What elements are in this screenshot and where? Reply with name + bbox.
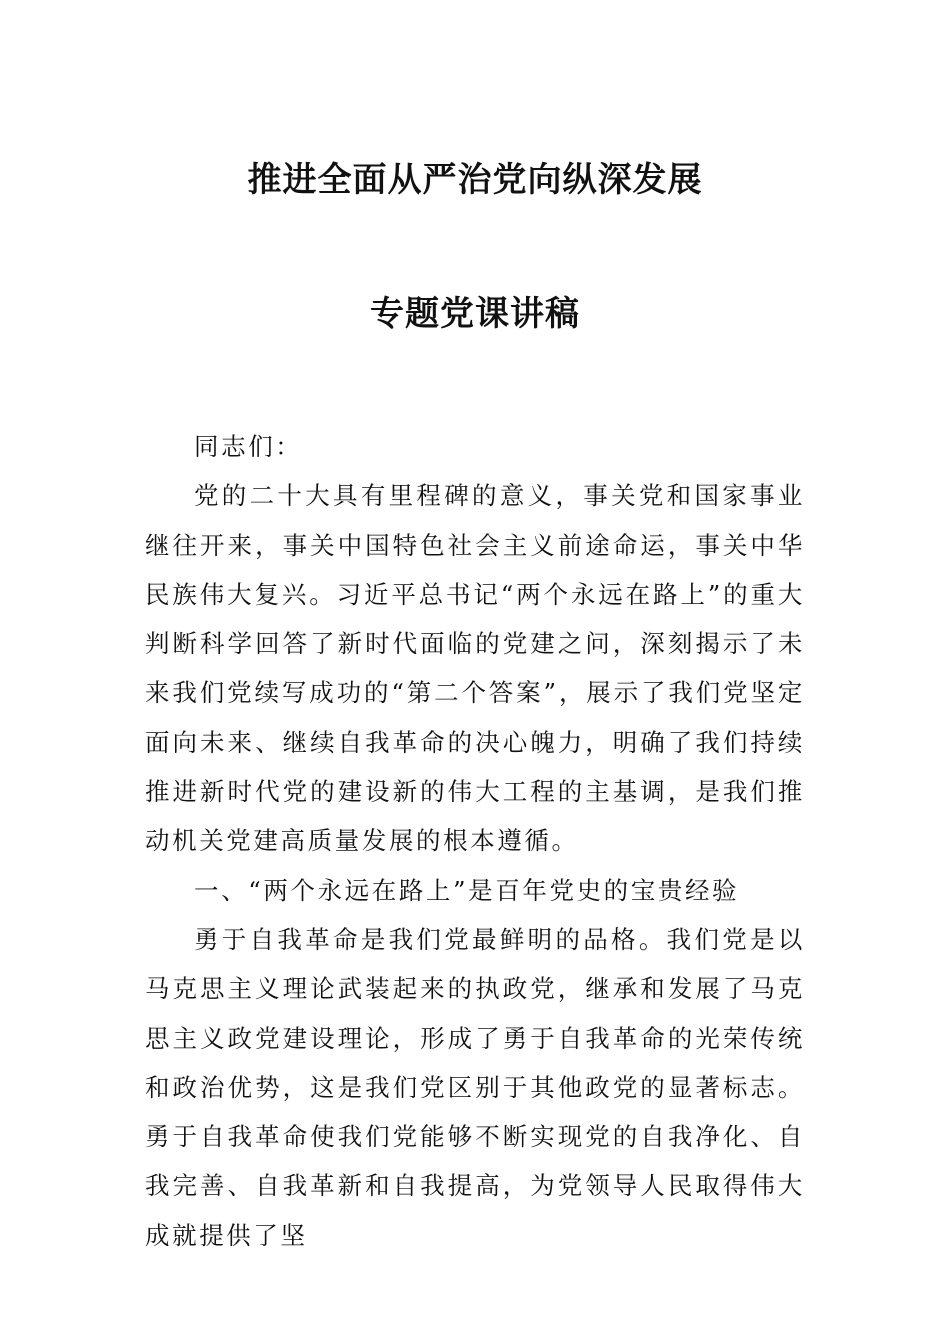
document-subtitle: 专题党课讲稿 — [370, 294, 580, 334]
document-body — [145, 422, 805, 1260]
salutation: 同志们： — [194, 432, 303, 461]
paragraph-section-1: 勇于自我革命是我们党最鲜明的品格。我们党是以马克思主义理论武装起来的执政党，继承和发展了马克思主义政党建设理论，形成了勇于自我革命的光荣传统和政治优势，这是我们党区别于其他政党的显著标志。勇于自我革命使我们党能够不断实现党的自我净化、自我完善、自我革新和自我提高，为党领导人民取得伟大成就提供了坚 — [145, 924, 805, 1250]
section-heading-1: 一、“两个永远在路上”是百年党史的宝贵经验 — [194, 875, 740, 905]
document-title: 推进全面从严治党向纵深发展 — [247, 160, 703, 200]
paragraph-intro: 党的二十大具有里程碑的意义，事关党和国家事业继往开来，事关中国特色社会主义前途命运，事关中华民族伟大复兴。习近平总书记“两个永远在路上”的重大判断科学回答了新时代面临的党建之问，深刻揭示了未来我们党续写成功的“第二个答案”，展示了我们党坚定面向未来、继续自我革命的决心魄力，明确了我们持续推进新时代党的建设新的伟大工程的主基调，是我们推动机关党建高质量发展的根本遵循。 — [145, 481, 805, 856]
